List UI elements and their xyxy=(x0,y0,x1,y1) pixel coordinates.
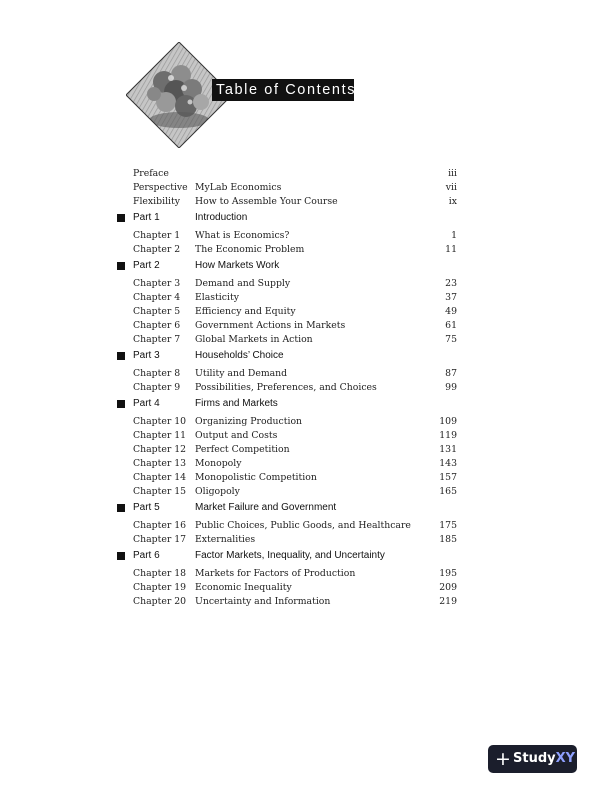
toc-entry[interactable] xyxy=(133,457,457,471)
part-title: Firms and Markets xyxy=(195,398,278,409)
toc-entry[interactable] xyxy=(133,485,457,499)
brand-main: Study xyxy=(513,751,556,766)
entry-page: 119 xyxy=(439,430,457,441)
entry-label: Perspective xyxy=(133,182,188,193)
part-title: Factor Markets, Inequality, and Uncertainty xyxy=(195,550,385,561)
toc-entry[interactable] xyxy=(133,429,457,443)
entry-label: Chapter 4 xyxy=(133,292,181,303)
entry-label: Chapter 7 xyxy=(133,334,181,345)
entry-label: Chapter 11 xyxy=(133,430,187,441)
entry-page: 49 xyxy=(445,306,457,317)
square-bullet-icon xyxy=(117,400,125,408)
entry-page: 185 xyxy=(439,534,457,545)
entry-page: 99 xyxy=(445,382,457,393)
part-label: Part 4 xyxy=(133,398,160,409)
toc-entry[interactable] xyxy=(133,291,457,305)
header xyxy=(126,42,366,152)
brand-accent: XY xyxy=(555,751,576,766)
brand-logo xyxy=(513,751,575,767)
part-heading[interactable] xyxy=(117,548,417,563)
entry-title: Demand and Supply xyxy=(195,278,291,289)
entry-label: Chapter 14 xyxy=(133,472,187,483)
entry-label: Flexibility xyxy=(133,196,181,207)
toc-entry[interactable] xyxy=(133,333,457,347)
entry-title: Externalities xyxy=(195,534,256,545)
entry-label: Chapter 3 xyxy=(133,278,181,289)
toc-entry[interactable] xyxy=(133,229,457,243)
entry-title: Efficiency and Equity xyxy=(195,306,296,317)
part-heading[interactable] xyxy=(117,396,417,411)
entry-page: 219 xyxy=(439,596,457,607)
toc-entry[interactable] xyxy=(133,443,457,457)
entry-label: Chapter 13 xyxy=(133,458,187,469)
entry-title: The Economic Problem xyxy=(195,244,305,255)
part-title: How Markets Work xyxy=(195,260,280,271)
entry-label: Chapter 8 xyxy=(133,368,181,379)
entry-label: Chapter 9 xyxy=(133,382,181,393)
square-bullet-icon xyxy=(117,352,125,360)
entry-label: Chapter 2 xyxy=(133,244,181,255)
part-label: Part 3 xyxy=(133,350,160,361)
part-heading[interactable] xyxy=(117,210,417,225)
entry-title: How to Assemble Your Course xyxy=(195,196,338,207)
part-title: Introduction xyxy=(195,212,248,223)
entry-label: Preface xyxy=(133,168,169,179)
square-bullet-icon xyxy=(117,552,125,560)
entry-page: 87 xyxy=(445,368,457,379)
entry-title: Monopoly xyxy=(195,458,242,469)
entry-label: Chapter 5 xyxy=(133,306,181,317)
entry-title: What is Economics? xyxy=(195,230,290,241)
entry-label: Chapter 16 xyxy=(133,520,187,531)
toc-entry[interactable] xyxy=(133,595,457,609)
part-heading[interactable] xyxy=(117,500,417,515)
entry-title: MyLab Economics xyxy=(195,182,282,193)
toc-entry[interactable] xyxy=(133,277,457,291)
entry-title: Uncertainty and Information xyxy=(195,596,331,607)
entry-label: Chapter 17 xyxy=(133,534,187,545)
entry-title: Monopolistic Competition xyxy=(195,472,317,483)
toc-entry[interactable] xyxy=(133,243,457,257)
toc-entry[interactable] xyxy=(133,305,457,319)
square-bullet-icon xyxy=(117,504,125,512)
entry-page: 143 xyxy=(439,458,457,469)
part-label: Part 1 xyxy=(133,212,160,223)
entry-title: Organizing Production xyxy=(195,416,303,427)
toc-entry[interactable] xyxy=(133,367,457,381)
entry-page: 23 xyxy=(445,278,457,289)
entry-page: 61 xyxy=(445,320,457,331)
entry-page: 37 xyxy=(445,292,457,303)
entry-page: 11 xyxy=(445,244,457,255)
plus-icon: + xyxy=(495,748,511,770)
entry-title: Economic Inequality xyxy=(195,582,292,593)
part-title: Households’ Choice xyxy=(195,350,284,361)
square-bullet-icon xyxy=(117,262,125,270)
entry-label: Chapter 19 xyxy=(133,582,187,593)
entry-title: Perfect Competition xyxy=(195,444,290,455)
part-heading[interactable] xyxy=(117,348,417,363)
toc-entry[interactable] xyxy=(133,181,457,195)
entry-title: Elasticity xyxy=(195,292,239,303)
square-bullet-icon xyxy=(117,214,125,222)
part-title: Market Failure and Government xyxy=(195,502,337,513)
entry-title: Public Choices, Public Goods, and Healthcare xyxy=(195,520,411,531)
entry-title: Utility and Demand xyxy=(195,368,288,379)
entry-page: ix xyxy=(448,196,457,207)
entry-label: Chapter 6 xyxy=(133,320,181,331)
entry-page: 75 xyxy=(445,334,457,345)
entry-page: 131 xyxy=(439,444,457,455)
entry-title: Markets for Factors of Production xyxy=(195,568,356,579)
entry-label: Chapter 1 xyxy=(133,230,181,241)
toc-entry[interactable] xyxy=(133,167,457,181)
entry-title: Output and Costs xyxy=(195,430,278,441)
toc-entry[interactable] xyxy=(133,567,457,581)
entry-page: 1 xyxy=(451,230,457,241)
entry-page: 165 xyxy=(439,486,457,497)
entry-label: Chapter 20 xyxy=(133,596,187,607)
entry-title: Oligopoly xyxy=(195,486,240,497)
entry-page: 195 xyxy=(439,568,457,579)
toc-entry[interactable] xyxy=(133,195,457,209)
entry-label: Chapter 18 xyxy=(133,568,187,579)
toc-entry[interactable] xyxy=(133,519,457,533)
entry-page: 109 xyxy=(439,416,457,427)
entry-page: 175 xyxy=(439,520,457,531)
part-label: Part 5 xyxy=(133,502,160,513)
entry-title: Global Markets in Action xyxy=(195,334,313,345)
entry-title: Government Actions in Markets xyxy=(195,320,346,331)
toc-entry[interactable] xyxy=(133,581,457,595)
entry-page: iii xyxy=(448,168,457,179)
toc-entry[interactable] xyxy=(133,471,457,485)
toc-entry[interactable] xyxy=(133,415,457,429)
toc-entry[interactable] xyxy=(133,319,457,333)
entry-page: 209 xyxy=(439,582,457,593)
part-heading[interactable] xyxy=(117,258,417,273)
entry-page: 157 xyxy=(439,472,457,483)
entry-label: Chapter 12 xyxy=(133,444,187,455)
toc-entry[interactable] xyxy=(133,381,457,395)
studyxy-badge[interactable] xyxy=(488,745,577,773)
part-label: Part 6 xyxy=(133,550,160,561)
part-label: Part 2 xyxy=(133,260,160,271)
entry-label: Chapter 10 xyxy=(133,416,187,427)
toc-entry[interactable] xyxy=(133,533,457,547)
entry-label: Chapter 15 xyxy=(133,486,187,497)
page-title: Table of Contents xyxy=(212,79,354,101)
entry-page: vii xyxy=(445,182,457,193)
entry-title: Possibilities, Preferences, and Choices xyxy=(195,382,377,393)
